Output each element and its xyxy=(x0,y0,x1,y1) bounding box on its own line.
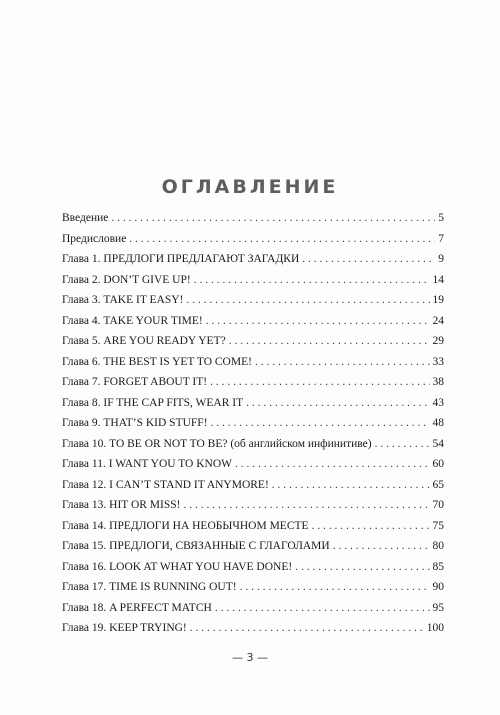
dot-leader xyxy=(240,581,430,593)
toc-entry-label: Глава 9. THAT’S KID STUFF! xyxy=(62,417,208,429)
toc-entry-page: 85 xyxy=(432,560,444,573)
dot-leader xyxy=(194,274,430,286)
toc-entry-page: 7 xyxy=(438,232,444,245)
toc-entry-label: Глава 18. A PERFECT MATCH xyxy=(62,601,212,614)
toc-entry-label: Глава 4. TAKE YOUR TIME! xyxy=(62,314,203,327)
toc-entry xyxy=(62,458,444,479)
toc-entry-page: 80 xyxy=(432,540,444,552)
toc-entry-page: 9 xyxy=(438,253,444,265)
toc-entry xyxy=(62,540,444,561)
toc-entry-page: 48 xyxy=(432,417,444,429)
toc-entry xyxy=(62,356,444,377)
dot-leader xyxy=(333,540,430,552)
toc-entry-label: Глава 5. ARE YOU READY YET? xyxy=(62,335,226,347)
dot-leader xyxy=(129,233,435,245)
toc-entry-page: 43 xyxy=(432,396,444,409)
page-number: — 3 — xyxy=(232,651,268,664)
dot-leader xyxy=(210,376,429,388)
toc-entry xyxy=(62,561,444,582)
toc-entry xyxy=(62,294,444,315)
dot-leader xyxy=(229,335,430,347)
toc-entry-label: Глава 17. TIME IS RUNNING OUT! xyxy=(62,581,237,593)
toc-entry-label: Глава 8. IF THE CAP FITS, WEAR IT xyxy=(62,396,244,409)
toc-entry xyxy=(62,335,444,356)
toc-entry-page: 95 xyxy=(432,601,444,614)
toc-entry-label: Глава 11. I WANT YOU TO KNOW xyxy=(62,458,233,470)
toc-entry-page: 33 xyxy=(432,355,444,368)
dot-leader xyxy=(312,520,430,532)
toc-entry xyxy=(62,397,444,418)
toc-entry-label: Глава 6. THE BEST IS YET TO COME! xyxy=(62,355,252,368)
toc-entry-page: 65 xyxy=(432,478,444,491)
dot-leader xyxy=(111,212,435,224)
toc-entry-label: Глава 3. TAKE IT EASY! xyxy=(62,294,184,306)
dot-leader xyxy=(206,315,430,327)
toc-entry-label: Глава 13. HIT OR MISS! xyxy=(62,499,181,511)
toc-entry-label: Глава 12. I CAN’T STAND IT ANYMORE! xyxy=(62,478,269,491)
dot-leader xyxy=(184,499,430,511)
dot-leader xyxy=(272,479,430,491)
toc-entry xyxy=(62,438,444,459)
toc-entry xyxy=(62,253,444,274)
toc-entry-page: 14 xyxy=(432,273,444,286)
table-of-contents xyxy=(62,212,444,643)
toc-entry-page: 75 xyxy=(432,519,444,532)
dot-leader xyxy=(215,602,430,614)
toc-entry-page: 60 xyxy=(432,458,444,470)
toc-entry xyxy=(62,274,444,295)
toc-entry-page: 19 xyxy=(432,294,444,306)
toc-entry-label: Глава 14. ПРЕДЛОГИ НА НЕОБЫЧНОМ МЕСТЕ xyxy=(62,519,309,532)
toc-entry xyxy=(62,479,444,500)
dot-leader xyxy=(302,253,435,265)
dot-leader xyxy=(375,438,430,450)
toc-entry-page: 54 xyxy=(432,437,444,450)
toc-entry-label: Введение xyxy=(62,212,109,224)
toc-entry xyxy=(62,233,444,254)
page-title: ОГЛАВЛЕНИЕ xyxy=(161,176,339,198)
toc-entry-label: Предисловие xyxy=(62,232,127,245)
toc-entry-page: 5 xyxy=(438,212,444,224)
toc-entry xyxy=(62,417,444,438)
toc-entry xyxy=(62,212,444,233)
toc-entry-label: Глава 16. LOOK AT WHAT YOU HAVE DONE! xyxy=(62,560,293,573)
toc-entry-label: Глава 2. DON’T GIVE UP! xyxy=(62,273,191,286)
toc-entry xyxy=(62,376,444,397)
toc-entry-page: 70 xyxy=(432,499,444,511)
dot-leader xyxy=(186,294,429,306)
toc-entry-label: Глава 10. TO BE OR NOT TO BE? (об английском инфинитиве) xyxy=(62,437,372,450)
toc-entry-label: Глава 19. KEEP TRYING! xyxy=(62,622,187,634)
toc-entry xyxy=(62,520,444,541)
toc-entry xyxy=(62,581,444,602)
toc-entry-label: Глава 7. FORGET ABOUT IT! xyxy=(62,376,208,388)
toc-entry-label: Глава 15. ПРЕДЛОГИ, СВЯЗАННЫЕ С ГЛАГОЛАМИ xyxy=(62,540,330,552)
dot-leader xyxy=(190,622,424,634)
toc-entry-page: 38 xyxy=(432,376,444,388)
dot-leader xyxy=(211,417,430,429)
toc-entry xyxy=(62,499,444,520)
toc-entry-page: 100 xyxy=(426,622,444,634)
toc-entry-page: 24 xyxy=(432,314,444,327)
dot-leader xyxy=(255,356,430,368)
dot-leader xyxy=(295,561,429,573)
dot-leader xyxy=(246,397,429,409)
toc-entry-page: 90 xyxy=(432,581,444,593)
toc-entry xyxy=(62,315,444,336)
toc-entry xyxy=(62,622,444,643)
toc-entry xyxy=(62,602,444,623)
toc-entry-page: 29 xyxy=(432,335,444,347)
dot-leader xyxy=(235,458,429,470)
toc-entry-label: Глава 1. ПРЕДЛОГИ ПРЕДЛАГАЮТ ЗАГАДКИ xyxy=(62,253,300,265)
